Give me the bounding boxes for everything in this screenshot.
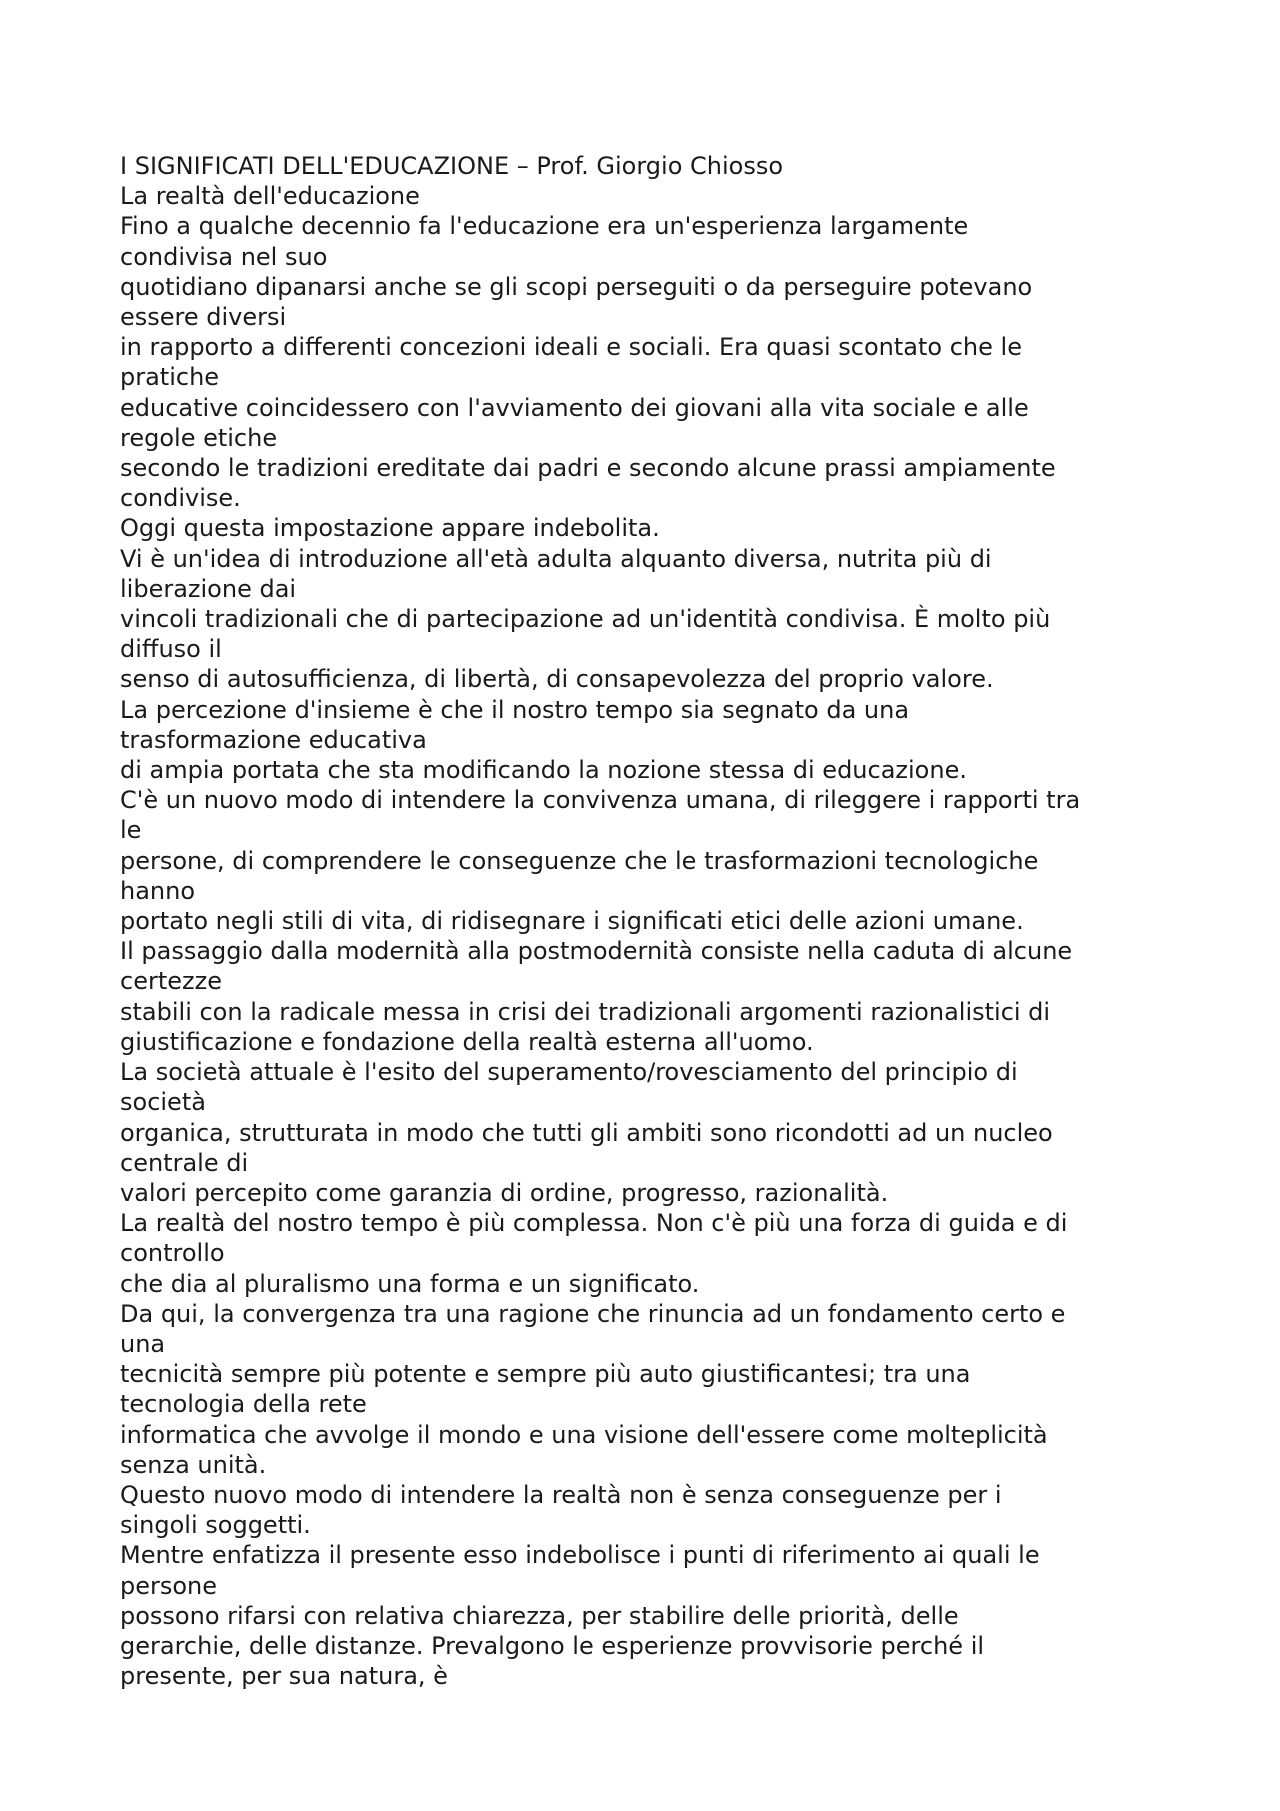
- text-line: in rapporto a differenti concezioni ideali e sociali. Era quasi scontato che le: [120, 333, 1022, 362]
- text-line: C'è un nuovo modo di intendere la convivenza umana, di rileggere i rapporti tra: [120, 786, 1081, 815]
- text-line: Oggi questa impostazione appare indebolita.: [120, 514, 660, 543]
- text-line: di ampia portata che sta modificando la nozione stessa di educazione.: [120, 756, 967, 785]
- text-line: pratiche: [120, 363, 220, 392]
- text-line: condivise.: [120, 484, 241, 513]
- text-line: Mentre enfatizza il presente esso indebolisce i punti di riferimento ai quali le: [120, 1541, 1040, 1570]
- text-line: La società attuale è l'esito del superamento/rovesciamento del principio di: [120, 1058, 1018, 1087]
- text-line: hanno: [120, 876, 196, 905]
- text-line: senza unità.: [120, 1450, 267, 1479]
- document-title: I SIGNIFICATI DELL'EDUCAZIONE – Prof. Giorgio Chiosso: [120, 152, 784, 180]
- text-line: società: [120, 1088, 206, 1117]
- text-line: giustificazione e fondazione della realtà esterna all'uomo.: [120, 1027, 814, 1056]
- text-line: senso di autosufficienza, di libertà, di consapevolezza del proprio valore.: [120, 665, 994, 694]
- text-line: Fino a qualche decennio fa l'educazione era un'esperienza largamente: [120, 212, 969, 241]
- text-line: controllo: [120, 1239, 225, 1268]
- text-line: che dia al pluralismo una forma e un significato.: [120, 1269, 700, 1298]
- text-line: La percezione d'insieme è che il nostro tempo sia segnato da una: [120, 695, 910, 724]
- text-line: valori percepito come garanzia di ordine, progresso, razionalità.: [120, 1178, 889, 1207]
- text-line: certezze: [120, 967, 222, 996]
- text-line: persone: [120, 1571, 218, 1600]
- text-line: essere diversi: [120, 303, 287, 332]
- text-line: stabili con la radicale messa in crisi dei tradizionali argomenti razionalistici di: [120, 997, 1051, 1026]
- text-line: Questo nuovo modo di intendere la realtà non è senza conseguenze per i: [120, 1480, 1002, 1509]
- text-line: possono rifarsi con relativa chiarezza, per stabilire delle priorità, delle: [120, 1601, 959, 1630]
- text-line: centrale di: [120, 1148, 249, 1177]
- text-line: regole etiche: [120, 423, 278, 452]
- text-line: trasformazione educativa: [120, 725, 427, 754]
- text-line: informatica che avvolge il mondo e una visione dell'essere come molteplicità: [120, 1420, 1048, 1449]
- text-line: Da qui, la convergenza tra una ragione che rinuncia ad un fondamento certo e: [120, 1299, 1066, 1328]
- text-line: La realtà dell'educazione: [120, 182, 420, 211]
- text-line: organica, strutturata in modo che tutti gli ambiti sono ricondotti ad un nucleo: [120, 1118, 1053, 1147]
- text-line: singoli soggetti.: [120, 1511, 311, 1540]
- text-line: Vi è un'idea di introduzione all'età adulta alquanto diversa, nutrita più di: [120, 544, 992, 573]
- text-line: portato negli stili di vita, di ridisegnare i significati etici delle azioni umane.: [120, 907, 1024, 936]
- text-line: quotidiano dipanarsi anche se gli scopi perseguiti o da perseguire potevano: [120, 272, 1033, 301]
- text-line: educative coincidessero con l'avviamento dei giovani alla vita sociale e alle: [120, 393, 1029, 422]
- text-line: vincoli tradizionali che di partecipazione ad un'identità condivisa. È molto più: [120, 605, 1051, 634]
- text-line: gerarchie, delle distanze. Prevalgono le esperienze provvisorie perché il: [120, 1631, 985, 1660]
- text-line: persone, di comprendere le conseguenze che le trasformazioni tecnologiche: [120, 846, 1039, 875]
- text-line: una: [120, 1329, 166, 1358]
- text-line: presente, per sua natura, è: [120, 1662, 448, 1691]
- text-line: le: [120, 816, 142, 845]
- text-line: diffuso il: [120, 635, 222, 664]
- text-line: tecnologia della rete: [120, 1390, 367, 1419]
- text-line: Il passaggio dalla modernità alla postmodernità consiste nella caduta di alcune: [120, 937, 1073, 966]
- text-line: condivisa nel suo: [120, 242, 328, 271]
- text-line: La realtà del nostro tempo è più complessa. Non c'è più una forza di guida e di: [120, 1209, 1068, 1238]
- text-line: secondo le tradizioni ereditate dai padri e secondo alcune prassi ampiamente: [120, 454, 1056, 483]
- text-line: liberazione dai: [120, 574, 297, 603]
- document-body: [120, 151, 1180, 1691]
- text-line: tecnicità sempre più potente e sempre più auto giustificantesi; tra una: [120, 1360, 971, 1389]
